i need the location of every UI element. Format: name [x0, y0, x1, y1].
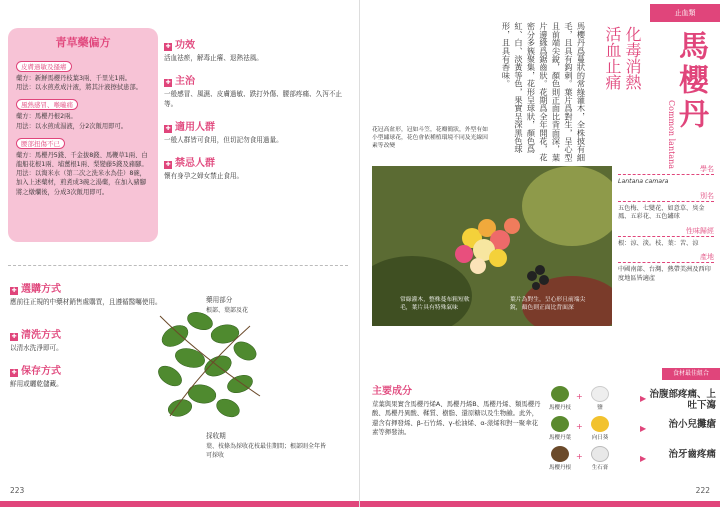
medicinal-part: [206, 296, 286, 315]
caption-top: 花冠高盆形，冠如斗笠，花瓣簡狀，外型有如小型繡球花，花色會依種植環境不同及光線因素等改變: [372, 127, 488, 149]
pairing-row: [548, 446, 720, 474]
harvest-info: [206, 432, 326, 461]
english-name: Common lantana: [667, 100, 676, 170]
nature-text: 根：涼、淡。枝、葉：苦、涼: [618, 239, 699, 247]
pairing-effect: 治腹部疼痛、上吐下瀉: [649, 389, 716, 411]
section-mark-icon: ✚: [165, 79, 171, 86]
plus-icon: +: [576, 452, 583, 461]
lantana-leaf-illustration: [150, 296, 270, 426]
suitable-title: 適用人群: [175, 122, 215, 133]
section-mark-icon: ✚: [165, 125, 171, 132]
selection-text: 應前往正規的中藥材銷售處購買，且遵循醫囑使用。: [10, 298, 162, 306]
suitable-text: 一般人群皆可食用，但切記勿食用過量。: [164, 136, 283, 144]
harvest-text: 葉、枝條為採收花枝最佳期間；根部則全年皆可採收: [206, 442, 327, 459]
pairing-row: [548, 386, 720, 414]
herb-icon: [551, 386, 569, 402]
remedy-label-2: 風熱感冒、喉嚨痛: [16, 99, 78, 110]
remedy-line: 藥方：新鮮馬櫻丹枝葉3兩、千里光1兩。: [16, 75, 132, 82]
suitable-section: [164, 118, 354, 146]
gypsum-icon: [591, 446, 609, 462]
medicinal-part-text: 根部、葉部及花: [206, 306, 249, 314]
root-icon: [551, 446, 569, 462]
selection-title: 選購方式: [21, 284, 61, 295]
herbal-remedy-title: 青草藥偏方: [55, 36, 111, 49]
taboo-section: [164, 154, 354, 182]
remedy-label-1: 皮膚過敏及搔癢: [16, 61, 72, 72]
arrow-icon: ▶: [640, 454, 647, 463]
efficacy-title: 功效: [175, 40, 195, 51]
storage-title: 保存方式: [21, 366, 61, 377]
scientific-name-title: 學名: [618, 164, 714, 175]
ingredient-a: 馬櫻丹枝: [548, 405, 571, 411]
ingredient-b: 生石膏: [591, 465, 609, 471]
info-column: [618, 160, 714, 283]
taboo-text: 懷有身孕之婦女禁止食用。: [164, 172, 244, 180]
pairing-title: 食材最佳組合: [662, 368, 720, 380]
aliases-text: 五色梅、七變花、如意草、臭金鳳、五彩花、五色繡球: [618, 204, 705, 220]
origin-title: 產地: [618, 252, 714, 263]
medicinal-part-title: 藥用部分: [206, 296, 233, 304]
herb-name: 馬櫻丹: [673, 30, 708, 132]
section-mark-icon: ✚: [11, 287, 17, 294]
arrow-icon: ▶: [640, 394, 647, 403]
storage-text: 鮮用或曬乾儲藏。: [10, 380, 63, 388]
scientific-name: Lantana camara: [618, 178, 669, 185]
slogan: [602, 26, 642, 146]
harvest-title: 採收期: [206, 432, 226, 440]
main-components-title: 主要成分: [372, 386, 412, 397]
bottom-bar: [0, 501, 360, 507]
slogan-line-1: 化毒消熱: [623, 26, 642, 90]
ingredient-b: 鹽: [597, 405, 603, 411]
right-page: [360, 0, 720, 507]
section-tab: 止血類: [650, 4, 720, 22]
pairing-effect: 治小兒攤瘡: [668, 419, 716, 430]
sunflower-icon: [591, 416, 609, 432]
ingredient-b: 向日葵: [591, 435, 609, 441]
remedy-line: 藥方：馬櫻丹5錢、千金拔8錢、馬鞭草1兩、白龍船花根1兩、埔薑根1兩、梨變藤5錢及豬腳。: [16, 151, 148, 169]
herb-icon: [551, 416, 569, 432]
indications-title: 主治: [175, 76, 195, 87]
page-number: 223: [10, 486, 25, 495]
remedy-line: 用法：以水煎成湯液，分2次飯用即可。: [16, 122, 128, 130]
ingredient-a: 馬櫻丹葉: [548, 435, 571, 441]
indications-section: [164, 72, 354, 109]
remedy-line: 用法：以水煎煮成汁液，將其汁液擦拭患部。: [16, 84, 142, 92]
salt-icon: [591, 386, 609, 402]
origin-text: 中國南部、台灣、熱帶美洲及西印度地區皆適產: [618, 266, 711, 282]
main-components-text: 莖葉與果實含馬櫻丹烯A、馬櫻丹烯B、馬櫻丹烯、類馬櫻丹酸、馬櫻丹異酸、鞣質、樹脂、還原糖以及生物鹼。此外，還含有揮發烯、β-石竹烯、γ-松油烯、α-蒎烯和對一聚傘花素等揮發油。: [372, 400, 541, 436]
slogan-line-2: 活血止痛: [603, 26, 622, 90]
remedy-line: 藥方：馬櫻丹根2兩。: [16, 113, 77, 121]
section-mark-icon: ✚: [165, 43, 171, 50]
herb-description: 馬櫻丹爲蔓狀的常綠灌木，全株披有細毛，且具有鈎刺。葉片爲對生，呈心型且前端尖銳，顏色則正面比背面深，葉片邊緣爲鋸齒狀。花期爲全年開花，花密分多簇聚集，花形呈球狀，顏色爲紅、白、淡黃等色，果實呈深黑色球形，且具有香味。: [501, 22, 587, 162]
pairing-effect: 治牙齒疼痛: [668, 449, 716, 460]
aliases-title: 別名: [618, 191, 714, 202]
main-components: [372, 382, 542, 437]
pairing-row: [548, 416, 720, 444]
nature-title: 性味歸經: [618, 226, 714, 237]
efficacy-text: 活血祛瘀，解毒止癢、退熱祛風。: [164, 54, 263, 62]
caption-bottom-left: 常綠灌木，整株蔓布粗短軟毛，葉片具有特殊氣味: [400, 297, 470, 311]
plus-icon: +: [576, 392, 583, 401]
bottom-bar: [360, 501, 720, 507]
section-mark-icon: ✚: [165, 161, 171, 168]
cleaning-title: 清洗方式: [21, 330, 61, 341]
arrow-icon: ▶: [640, 424, 647, 433]
taboo-title: 禁忌人群: [175, 158, 215, 169]
section-mark-icon: ✚: [11, 333, 17, 340]
section-mark-icon: ✚: [11, 369, 17, 376]
efficacy-section: [164, 36, 354, 64]
remedy-label-3: 腰部扭傷不已: [16, 138, 65, 149]
page-number: 222: [695, 486, 710, 495]
ingredient-a: 馬櫻丹根: [548, 465, 571, 471]
indications-text: 一般感冒、風濕、皮膚過敏、跌打外傷、腰部疼痛、久泻不止等。: [164, 90, 343, 108]
herbal-remedy-box: [8, 28, 158, 242]
cleaning-text: 以清水洗淨即可。: [10, 344, 63, 352]
caption-bottom-right: 葉片為對生，呈心形且前端尖銳，顏色則正面比背面深: [510, 297, 586, 311]
divider: [8, 265, 348, 266]
plus-icon: +: [576, 422, 583, 431]
remedy-line: 用法：以淘米水（第二次之洗米水為佳）8碗，加入上述藥材，煎煮成3碗之湯藥，在加入豬腳將之燉爛後，分成3次飯用即可。: [16, 170, 146, 196]
